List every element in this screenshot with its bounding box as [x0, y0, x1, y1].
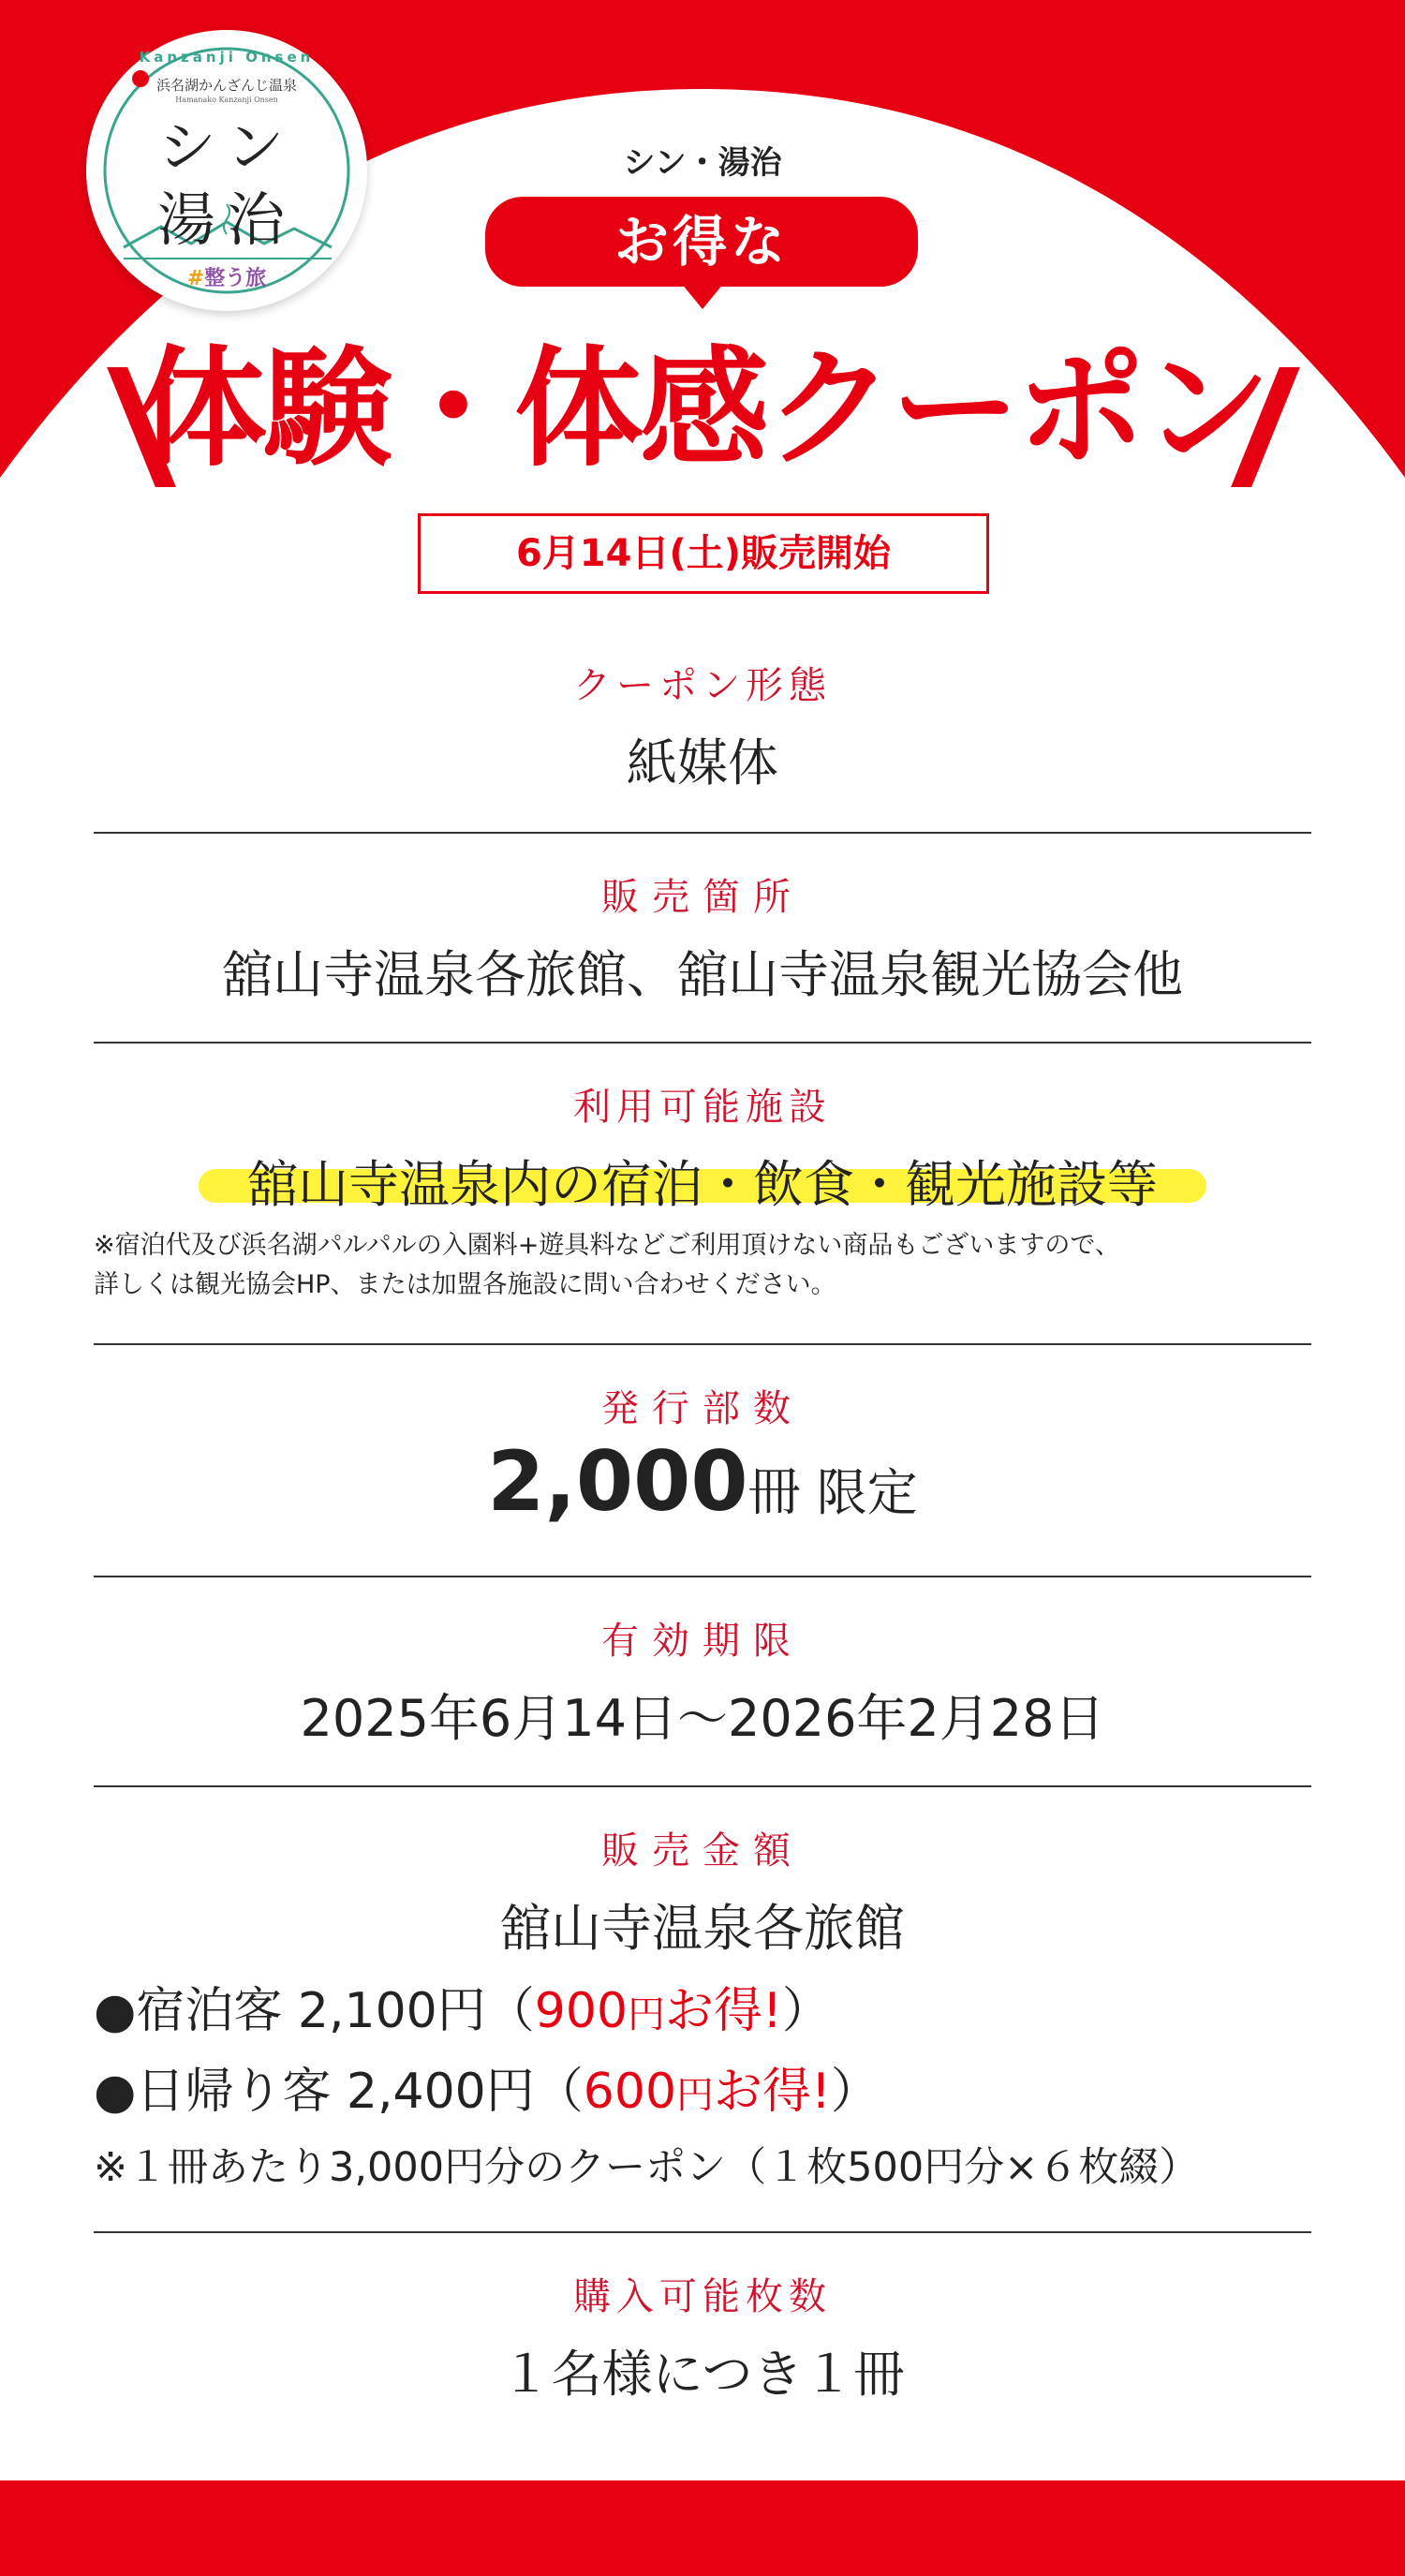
- facilities-value: 舘山寺温泉内の宿泊・飲食・観光施設等: [247, 1155, 1158, 1214]
- page-title: 体験・体感クーポン: [137, 333, 1267, 484]
- location-value: 舘山寺温泉各旅館、舘山寺温泉観光協会他: [222, 945, 1183, 1004]
- price-stay-save-unit: 円: [628, 1993, 666, 2036]
- divider: [94, 1042, 1311, 1044]
- price-day-prefix: ●日帰り客 2,400円（: [94, 2064, 584, 2120]
- format-label: クーポン形態: [573, 664, 832, 707]
- limit-value: １名様につき１冊: [500, 2345, 905, 2404]
- divider: [94, 1343, 1311, 1345]
- price-day-close: ）: [830, 2064, 880, 2120]
- limit-label: 購入可能枚数: [573, 2275, 832, 2318]
- validity-value: 2025年6月14日～2026年2月28日: [300, 1689, 1105, 1748]
- price-day-line: [94, 2051, 880, 2122]
- speech-bubble-tail: [681, 283, 724, 309]
- price-subtitle: 舘山寺温泉各旅館: [500, 1899, 905, 1958]
- logo-tag-hash: #: [186, 267, 205, 290]
- price-day-save-text: お得!: [714, 2064, 831, 2120]
- speech-bubble-text: お得な: [614, 210, 789, 274]
- validity-label: 有効期限: [601, 1620, 804, 1663]
- issue-unit: 冊: [747, 1462, 801, 1523]
- logo-line1: シン: [157, 112, 296, 181]
- footer-bar: [0, 2480, 1405, 2576]
- issue-value: [0, 1433, 1405, 1530]
- price-note: ※１冊あたり3,000円分のクーポン（１枚500円分×６枚綴）: [94, 2144, 1200, 2191]
- issue-suffix: 限定: [816, 1463, 918, 1522]
- logo-tag: [86, 262, 367, 291]
- price-label: 販売金額: [601, 1829, 804, 1873]
- price-day-save-unit: 円: [676, 2074, 715, 2117]
- divider: [94, 832, 1311, 834]
- sale-start-badge: 6月14日(土)販売開始: [418, 513, 989, 594]
- issue-count: 2,000: [487, 1433, 748, 1530]
- price-day-save-num: 600: [583, 2064, 677, 2120]
- format-value: 紙媒体: [627, 733, 778, 792]
- facilities-label: 利用可能施設: [573, 1086, 832, 1129]
- price-stay-prefix: ●宿泊客 2,100円（: [94, 1983, 535, 2039]
- header-kicker: シン・湯治: [623, 144, 782, 182]
- logo-subtitle: 浜名湖かんざんじ温泉: [155, 77, 297, 94]
- divider: [94, 1785, 1311, 1787]
- price-stay-save-text: お得!: [665, 1983, 782, 2039]
- divider: [94, 2231, 1311, 2233]
- logo-tag-text: 整う旅: [204, 267, 267, 290]
- logo-line2: 湯治: [156, 185, 296, 254]
- price-stay-save-num: 900: [534, 1983, 629, 2039]
- facilities-note-1: ※宿泊代及び浜名湖パルパルの入園料+遊具料などご利用頂けない商品もございますので、: [94, 1231, 1120, 1260]
- issue-label: 発行部数: [601, 1387, 804, 1430]
- facilities-note-2: 詳しくは観光協会HP、または加盟各施設に問い合わせください。: [94, 1270, 836, 1299]
- location-label: 販売箇所: [601, 876, 804, 919]
- divider: [94, 1576, 1311, 1577]
- logo-arc-text: Kanzanji Onsen: [139, 49, 315, 66]
- logo-subtitle-en: Hamanako Kanzanji Onsen: [175, 96, 278, 104]
- price-stay-line: [94, 1971, 831, 2041]
- price-stay-close: ）: [781, 1983, 831, 2039]
